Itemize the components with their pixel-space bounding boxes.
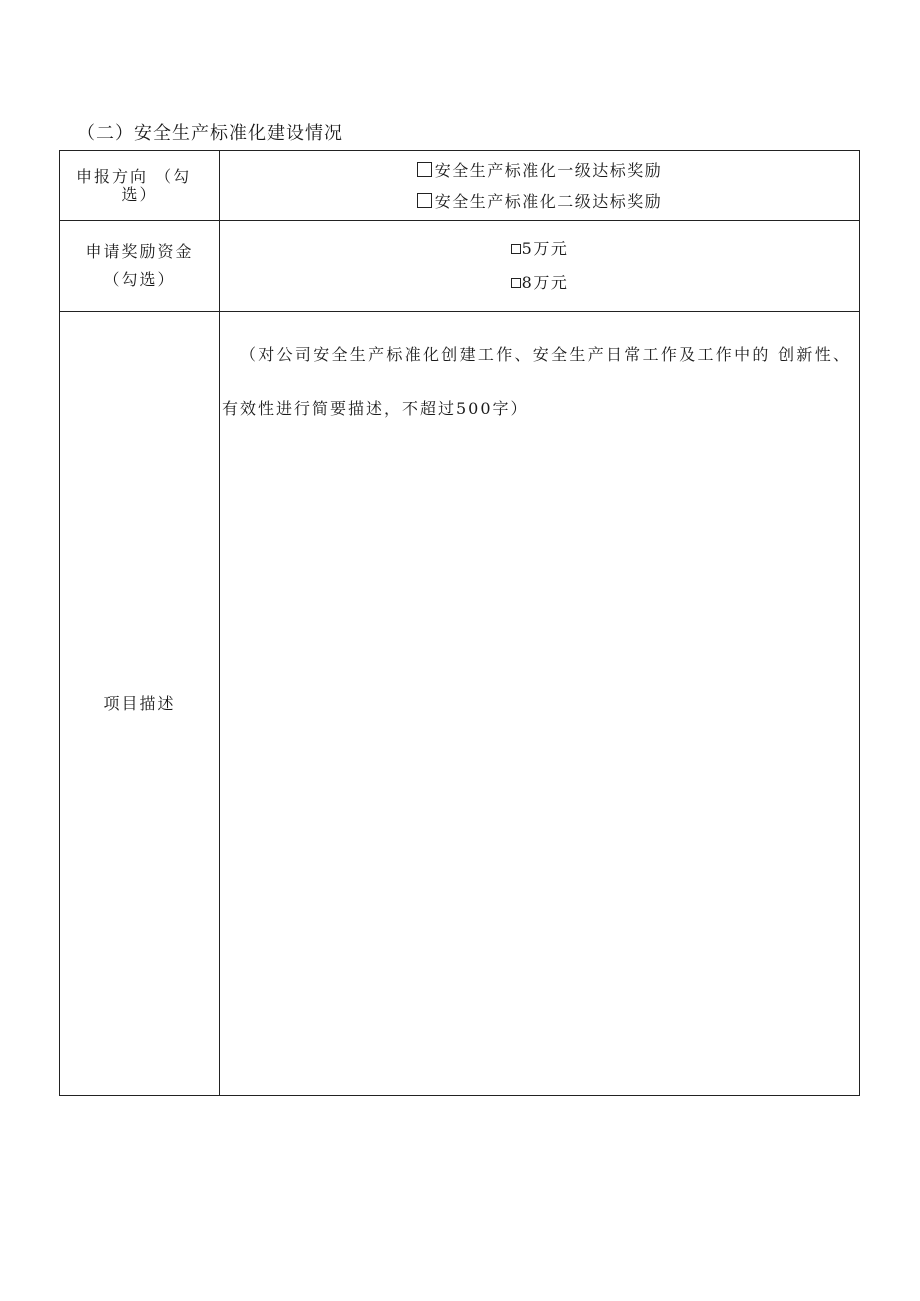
checkbox-icon[interactable] bbox=[417, 162, 432, 177]
direction-option-level2-label: 安全生产标准化二级达标奖励 bbox=[434, 191, 663, 211]
funds-label-line2: （勾选） bbox=[103, 270, 176, 289]
checkbox-icon[interactable] bbox=[511, 278, 521, 288]
section-title: （二）安全生产标准化建设情况 bbox=[77, 123, 343, 144]
table-row-funds bbox=[60, 221, 860, 312]
direction-option-level1[interactable] bbox=[220, 155, 859, 186]
direction-label-line2: 选） bbox=[121, 184, 158, 204]
direction-option-level2[interactable] bbox=[220, 186, 859, 217]
funds-label-cell bbox=[60, 221, 220, 312]
direction-label-line1: 申报方向 （勾 bbox=[76, 166, 192, 186]
description-hint: （对公司安全生产标准化创建工作、安全生产日常工作及工作中的 创新性、有效性进行简要描述，不超过500字） bbox=[222, 345, 851, 418]
funds-option-5-label: 5万元 bbox=[521, 239, 569, 258]
direction-options-cell bbox=[220, 151, 860, 221]
description-input-area[interactable] bbox=[220, 312, 860, 1096]
funds-options-cell bbox=[220, 221, 860, 312]
table-row-description bbox=[60, 312, 860, 1096]
description-label: 项目描述 bbox=[103, 693, 176, 713]
checkbox-icon[interactable] bbox=[417, 193, 432, 208]
checkbox-icon[interactable] bbox=[511, 244, 521, 254]
table-row-direction bbox=[60, 151, 860, 221]
funds-label-line1: 申请奖励资金 bbox=[85, 242, 194, 261]
funds-option-8[interactable] bbox=[220, 266, 859, 300]
description-label-cell bbox=[60, 312, 220, 1096]
funds-option-5[interactable] bbox=[220, 232, 859, 266]
funds-option-8-label: 8万元 bbox=[521, 273, 569, 292]
application-form-table bbox=[59, 150, 860, 1096]
direction-label-cell bbox=[60, 151, 220, 221]
direction-option-level1-label: 安全生产标准化一级达标奖励 bbox=[434, 160, 663, 180]
